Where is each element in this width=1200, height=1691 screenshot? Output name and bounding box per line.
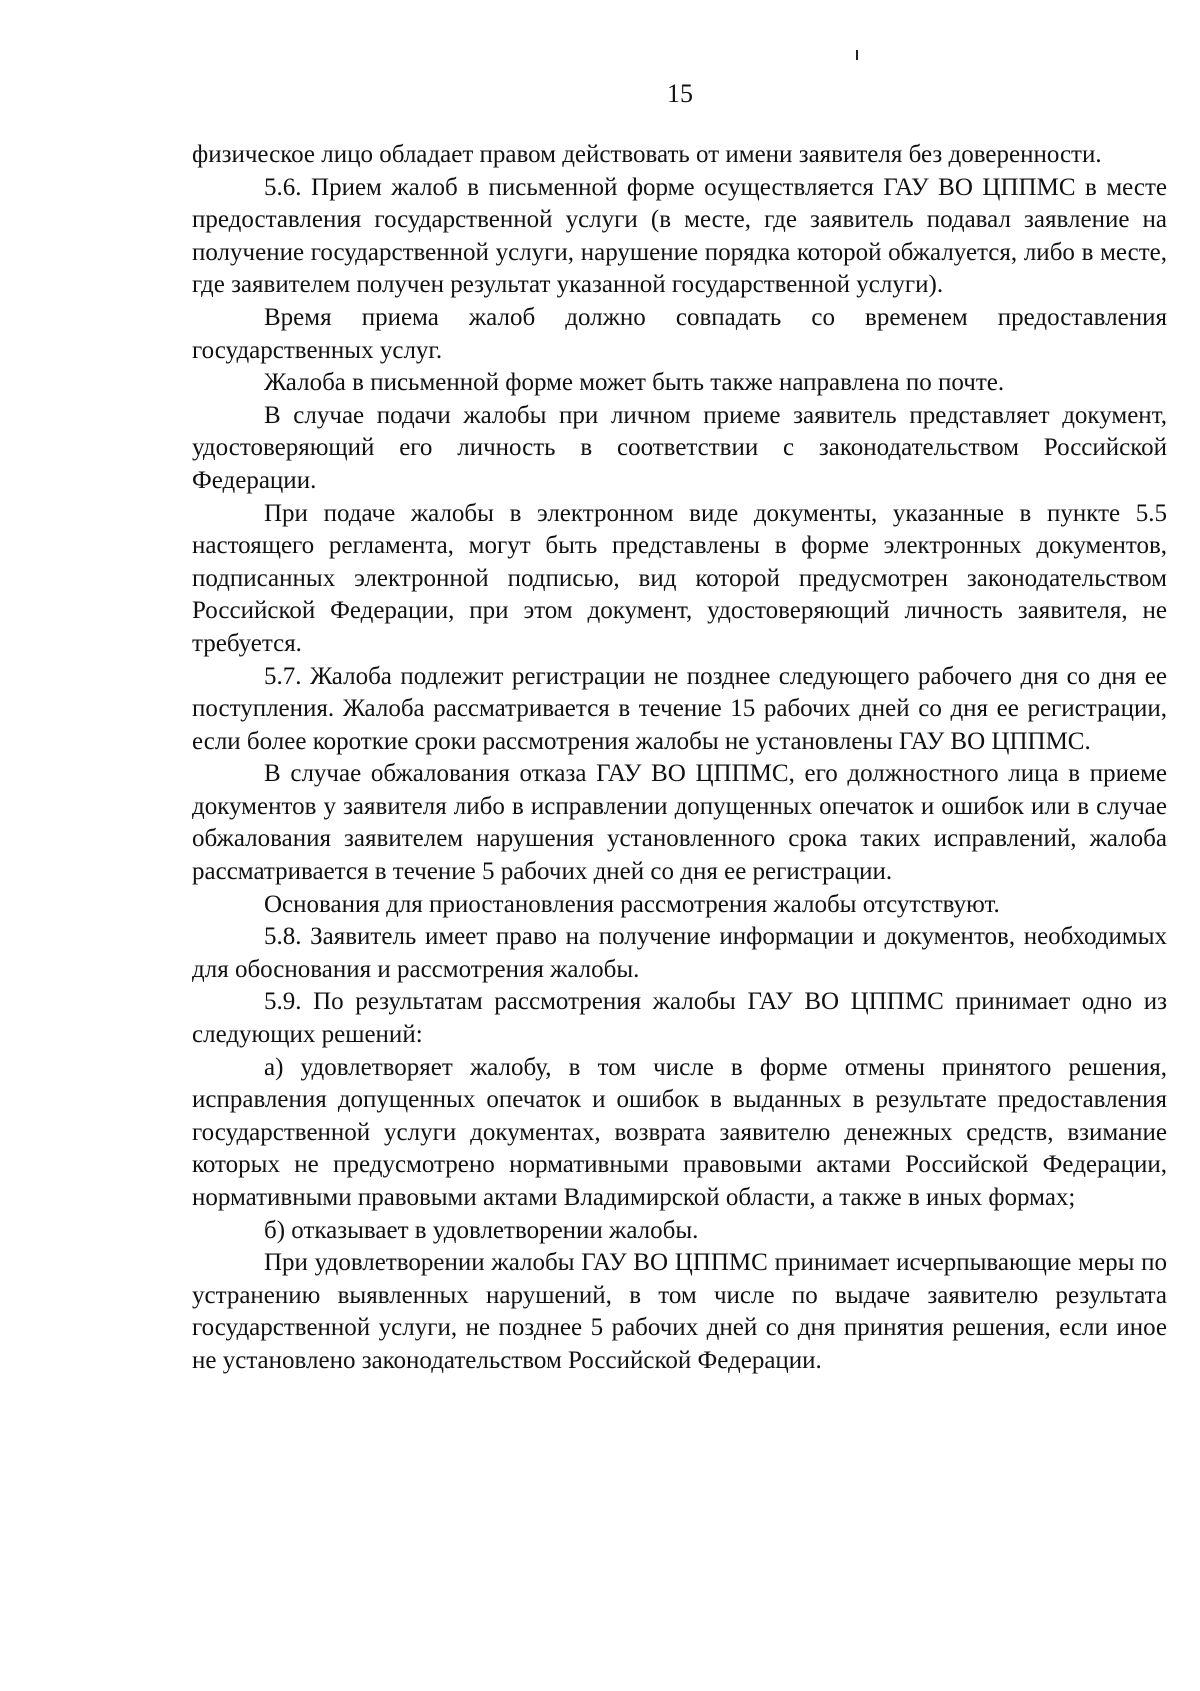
paragraph-mail: Жалоба в письменной форме может быть также направлена по почте.	[264, 369, 1005, 397]
paragraph-5-9: 5.9. По результатам рассмотрения жалобы ГАУ ВО ЦППМС принимает одно из следующих решений:	[192, 988, 1167, 1049]
paragraph-5-7: 5.7. Жалоба подлежит регистрации не позднее следующего рабочего дня со дня ее поступления. Жалоба рассматривается в течение 15 рабочих дней со дня ее регистрации, если более короткие сроки рассмотрения жалобы не установлены ГАУ ВО ЦППМС.	[192, 662, 1167, 755]
paragraph-electronic-submission: При подаче жалобы в электронном виде документы, указанные в пункте 5.5 настоящего регламента, могут быть представлены в форме электронных документов, подписанных электронной подписью, вид которой предусмотрен законодательством Российской Федерации, при этом документ, удостоверяющий личность заявителя, не требуется.	[192, 499, 1167, 657]
paragraph-item-a: а) удовлетворяет жалобу, в том числе в форме отмены принятого решения, исправления допущенных опечаток и ошибок в выданных в результате предоставления государственной услуги документах, возврата заявителю денежных средств, взимание которых не предусмотрено нормативными правовыми актами Российской Федерации, нормативными правовыми актами Владимирской области, а также в иных формах;	[192, 1053, 1167, 1211]
paragraph-refusal-appeal: В случае обжалования отказа ГАУ ВО ЦППМС, его должностного лица в приеме документов у заявителя либо в исправлении допущенных опечаток и ошибок или в случае обжалования заявителем нарушения установленного срока таких исправлений, жалоба рассматривается в течение 5 рабочих дней со дня ее регистрации.	[192, 760, 1167, 886]
paragraph-personal-reception: В случае подачи жалобы при личном приеме заявитель представляет документ, удостоверяющий его личность в соответствии с законодательством Российской Федерации.	[192, 401, 1167, 494]
page-number: 15	[667, 79, 693, 108]
paragraph-item-b: б) отказывает в удовлетворении жалобы.	[264, 1216, 699, 1244]
paragraph-5-8: 5.8. Заявитель имеет право на получение информации и документов, необходимых для обоснования и рассмотрения жалобы.	[192, 923, 1167, 983]
document-body	[192, 139, 1167, 1378]
paragraph-satisfaction-measures: При удовлетворении жалобы ГАУ ВО ЦППМС принимает исчерпывающие меры по устранению выявленных нарушений, в том числе по выдаче заявителю результата государственной услуги, не позднее 5 рабочих дней со дня принятия решения, если иное не установлено законодательством Российской Федерации.	[192, 1249, 1167, 1374]
paragraph-continuation: физическое лицо обладает правом действовать от имени заявителя без доверенности.	[192, 141, 1102, 168]
paragraph-5-6: 5.6. Прием жалоб в письменной форме осуществляется ГАУ ВО ЦППМС в месте предоставления государственной услуги (в месте, где заявитель подавал заявление на получение государственной услуги, нарушение порядка которой обжалуется, либо в месте, где заявителем получен результат указанной государственной услуги).	[192, 173, 1167, 299]
paragraph-reception-time: Время приема жалоб должно совпадать со временем предоставления государственных услуг.	[192, 303, 1167, 364]
scan-mark	[856, 50, 858, 60]
paragraph-no-suspension: Основания для приостановления рассмотрения жалобы отсутствуют.	[264, 890, 1000, 918]
